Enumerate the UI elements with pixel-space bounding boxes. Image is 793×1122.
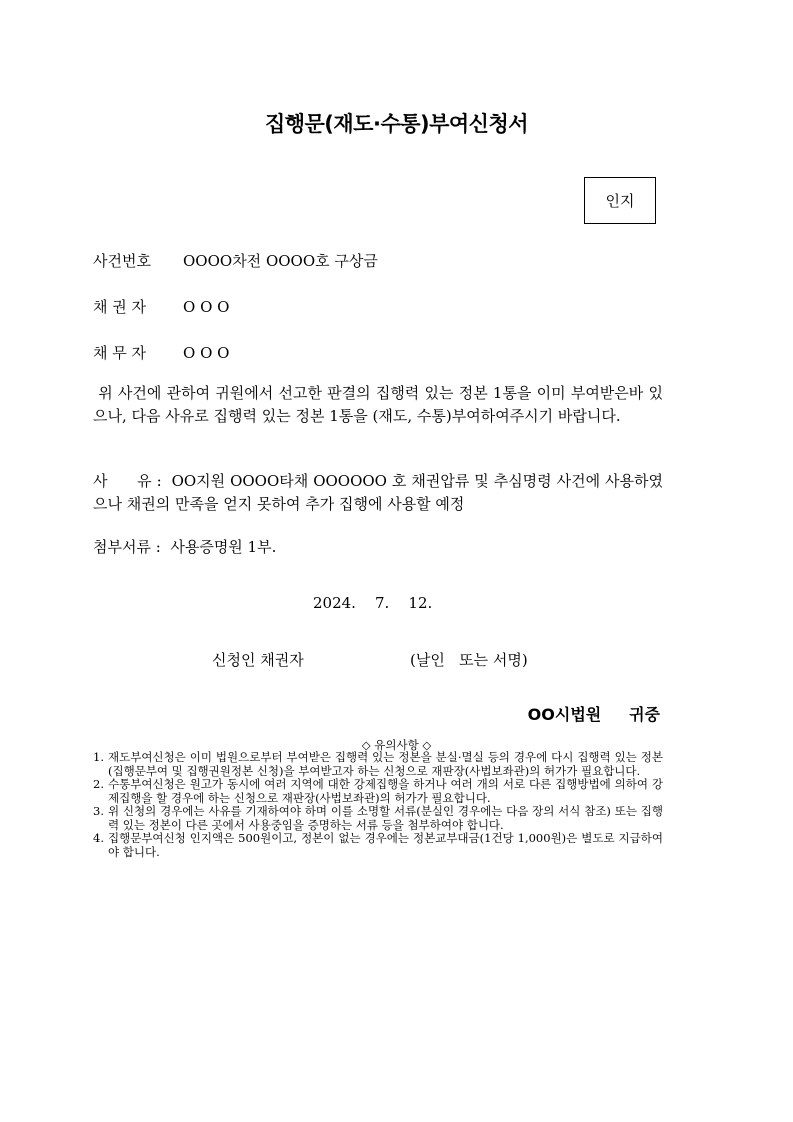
notice-item-number: 2. (93, 777, 104, 791)
debtor-row (93, 342, 229, 363)
applicant-label: 신청인 채권자 (212, 651, 304, 669)
attachment-value: 사용증명원 1부. (170, 538, 277, 556)
case-number-row (93, 250, 378, 271)
reason-value: OO지원 OOOO타채 OOOOOO 호 채권압류 및 추심명령 사건에 사용하였으나 채권의 만족을 얻지 못하여 추가 집행에 사용할 예정 (93, 472, 663, 513)
debtor-label: 채 무 자 (93, 344, 147, 362)
notice-item-number: 3. (93, 804, 104, 818)
attachment-row (93, 536, 276, 557)
case-number-label: 사건번호 (93, 252, 151, 270)
notice-item-text: 재도부여신청은 이미 법원으로부터 부여받은 집행력 있는 정본을 분실·멸실 등의 경우에 다시 집행력 있는 정본(집행문부여 및 집행권원정본 신청)을 부여받고자 하는 신청으로 재판장(사법보좌관)의 허가가 필요합니다. (108, 750, 663, 778)
notice-item (93, 751, 663, 778)
notice-item-number: 4. (93, 831, 104, 845)
notice-item (93, 805, 663, 832)
debtor-value: O O O (183, 344, 230, 362)
seal-or-signature: (날인 또는 서명) (410, 651, 528, 669)
notice-title: ◇ 유의사항 ◇ (361, 738, 432, 752)
creditor-row (93, 296, 229, 317)
document-title: 집행문(재도·수통)부여신청서 (264, 112, 529, 136)
case-number-value: OOOO차전 OOOO호 구상금 (183, 252, 378, 270)
stamp-label: 인지 (605, 192, 635, 210)
notice-item-text: 집행문부여신청 인지액은 500원이고, 정본이 없는 경우에는 정본교부대금(1건당 1,000원)은 별도로 지급하여야 합니다. (108, 831, 663, 859)
notice-list (93, 751, 663, 859)
revenue-stamp-box (584, 177, 656, 224)
notice-item-text: 위 신청의 경우에는 사유를 기재하여야 하며 이를 소명할 서류(분실인 경우에는 다음 장의 서식 참조) 또는 집행력 있는 정본이 다른 곳에서 사용중임을 증명하는 서류 등을 첨부하여야 합니다. (108, 804, 663, 832)
creditor-value: O O O (183, 298, 230, 316)
notice-item-number: 1. (93, 750, 104, 764)
notice-item (93, 778, 663, 805)
creditor-label: 채 권 자 (93, 298, 147, 316)
court-addressee: OO시법원 귀중 (527, 705, 660, 724)
attachment-label: 첨부서류 : (93, 538, 161, 556)
request-paragraph: 위 사건에 관하여 귀원에서 선고한 판결의 집행력 있는 정본 1통을 이미 부여받은바 있으나, 다음 사유로 집행력 있는 정본 1통을 (재도, 수통)부여하여주시기 바랍니다. (93, 384, 663, 425)
application-date: 2024. 7. 12. (313, 594, 433, 612)
notice-item (93, 832, 663, 859)
notice-item-text: 수통부여신청은 원고가 동시에 여러 지역에 대한 강제집행을 하거나 여러 개의 서로 다른 집행방법에 의하여 강제집행을 할 경우에 하는 신청으로 재판장(사법보좌관)의 허가가 필요합니다. (108, 777, 663, 805)
reason-label: 사 유 : (93, 472, 162, 490)
reason-paragraph (93, 470, 663, 516)
